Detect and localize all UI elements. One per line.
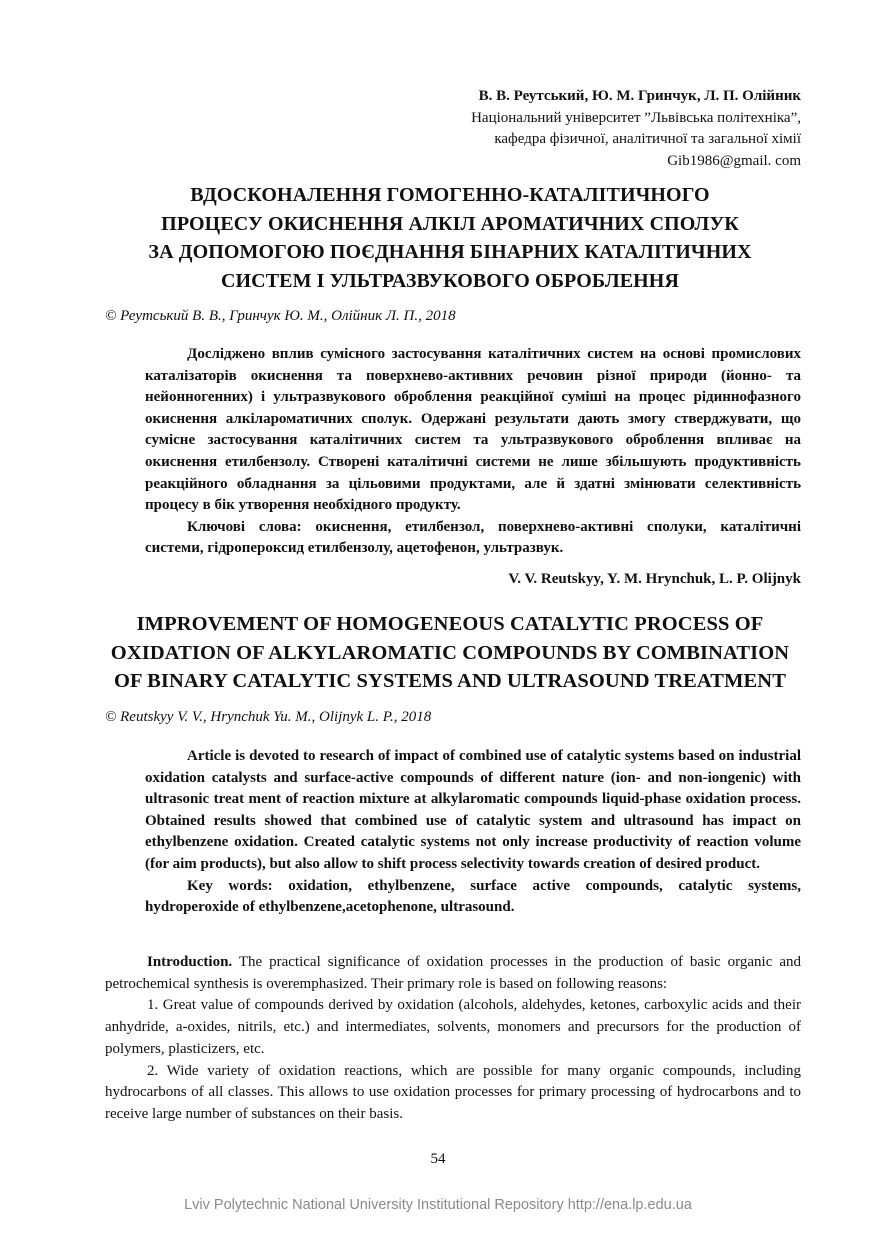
introduction-text: The practical significance of oxidation processes in the production of basic organic and petrochemical synthesis is overemphasized. Their primary role is based on following reasons: bbox=[105, 954, 801, 992]
abstract-ua bbox=[145, 344, 801, 560]
introduction-item-1: 1. Great value of compounds derived by oxidation (alcohols, aldehydes, ketones, carboxylic acids and their anhydride, a-oxides, nitrils, etc.) and intermediates, solvents, monomers and precursors for the production of polymers, plasticizers, etc. bbox=[105, 997, 801, 1057]
title-ua-line: ПРОЦЕСУ ОКИСНЕННЯ АЛКІЛ АРОМАТИЧНИХ СПОЛУК bbox=[161, 212, 739, 235]
keywords-en: Key words: oxidation, ethylbenzene, surface active compounds, catalytic systems, hydroperoxide of ethylbenzene,acetophenone, ultrasound. bbox=[145, 877, 801, 916]
affiliation-line-2: кафедра фізичної, аналітичної та загальної хімії bbox=[494, 131, 801, 147]
title-en-line: OF BINARY CATALYTIC SYSTEMS AND ULTRASOUND TREATMENT bbox=[113, 670, 786, 692]
title-en-line: OXIDATION OF ALKYLAROMATIC COMPOUNDS BY COMBINATION bbox=[110, 641, 790, 664]
introduction-section bbox=[105, 952, 801, 1126]
title-ua-line: ВДОСКОНАЛЕННЯ ГОМОГЕННО-КАТАЛІТИЧНОГО bbox=[190, 184, 710, 206]
abstract-en-text: Article is devoted to research of impact of combined use of catalytic systems based on industrial oxidation catalysts and surface-active compounds of different nature (ion- and non-iongenic) with ultrasonic treat ment of reaction mixture at alkylaromatic compounds liquid-phase oxidation process. Obtained results showed that combined use of catalytic system and ultrasound has impact on ethylbenzene oxidation. Created catalytic systems not only increase productivity of reaction volume (for aim products), but also allow to shift process selectivity towards creation of desired product. bbox=[145, 748, 801, 872]
authors-ua: В. В. Реутський, Ю. М. Гринчук, Л. П. Олійник bbox=[478, 88, 801, 104]
header-authors-block bbox=[471, 86, 801, 172]
abstract-en bbox=[145, 746, 801, 919]
introduction-heading: Introduction. bbox=[147, 954, 233, 970]
title-en bbox=[100, 610, 800, 696]
author-email: Gib1986@gmail. com bbox=[667, 152, 801, 169]
repository-footer: Lviv Polytechnic National University Institutional Repository http://ena.lp.edu.ua bbox=[184, 1197, 692, 1213]
title-ua-line: СИСТЕМ І УЛЬТРАЗВУКОВОГО ОБРОБЛЕННЯ bbox=[220, 269, 680, 292]
title-ua bbox=[100, 181, 800, 295]
title-en-line: IMPROVEMENT OF HOMOGENEOUS CATALYTIC PROCESS OF bbox=[136, 613, 764, 635]
title-ua-line: ЗА ДОПОМОГОЮ ПОЄДНАННЯ БІНАРНИХ КАТАЛІТИЧНИХ bbox=[148, 241, 752, 263]
abstract-ua-text: Досліджено вплив сумісного застосування каталітичних систем на основі промислових каталізаторів окиснення та поверхнево-активних речовин різної природи (йонно- та нейонногенних) і ультразвукового оброблення реакційної суміші на процес рідиннофазного окиснення алкілароматичних сполук. Одержані результати дають змогу стверджувати, що сумісне застосування каталітичних систем та ультразвукового оброблення впливає на окиснення етилбензолу. Створені каталітичні системи не лише збільшують продуктивність реакційного обладнання за цільовими продуктами, але й здатні змінювати селективність процесу в бік утворення необхідного продукту. bbox=[145, 346, 801, 514]
introduction-item-2: 2. Wide variety of oxidation reactions, which are possible for many organic compounds, including hydrocarbons of all classes. This allows to use oxidation processes for primary processing of hydrocarbons and to receive large number of substances on their basis. bbox=[105, 1062, 801, 1122]
copyright-ua: © Реутський В. В., Гринчук Ю. М., Олійник Л. П., 2018 bbox=[105, 308, 456, 324]
affiliation-line-1: Національний університет ”Львівська політехніка”, bbox=[471, 109, 801, 126]
authors-en: V. V. Reutskyy, Y. M. Hrynchuk, L. P. Olijnyk bbox=[508, 571, 801, 587]
keywords-ua: Ключові слова: окиснення, етилбензол, поверхнево-активні сполуки, каталітичні системи, гідропероксид етилбензолу, ацетофенон, ультразвук. bbox=[145, 518, 801, 557]
introduction-paragraph bbox=[105, 952, 801, 995]
copyright-en: © Reutskyy V. V., Hrynchuk Yu. M., Olijnyk L. P., 2018 bbox=[105, 709, 432, 725]
page-number: 54 bbox=[430, 1151, 446, 1167]
